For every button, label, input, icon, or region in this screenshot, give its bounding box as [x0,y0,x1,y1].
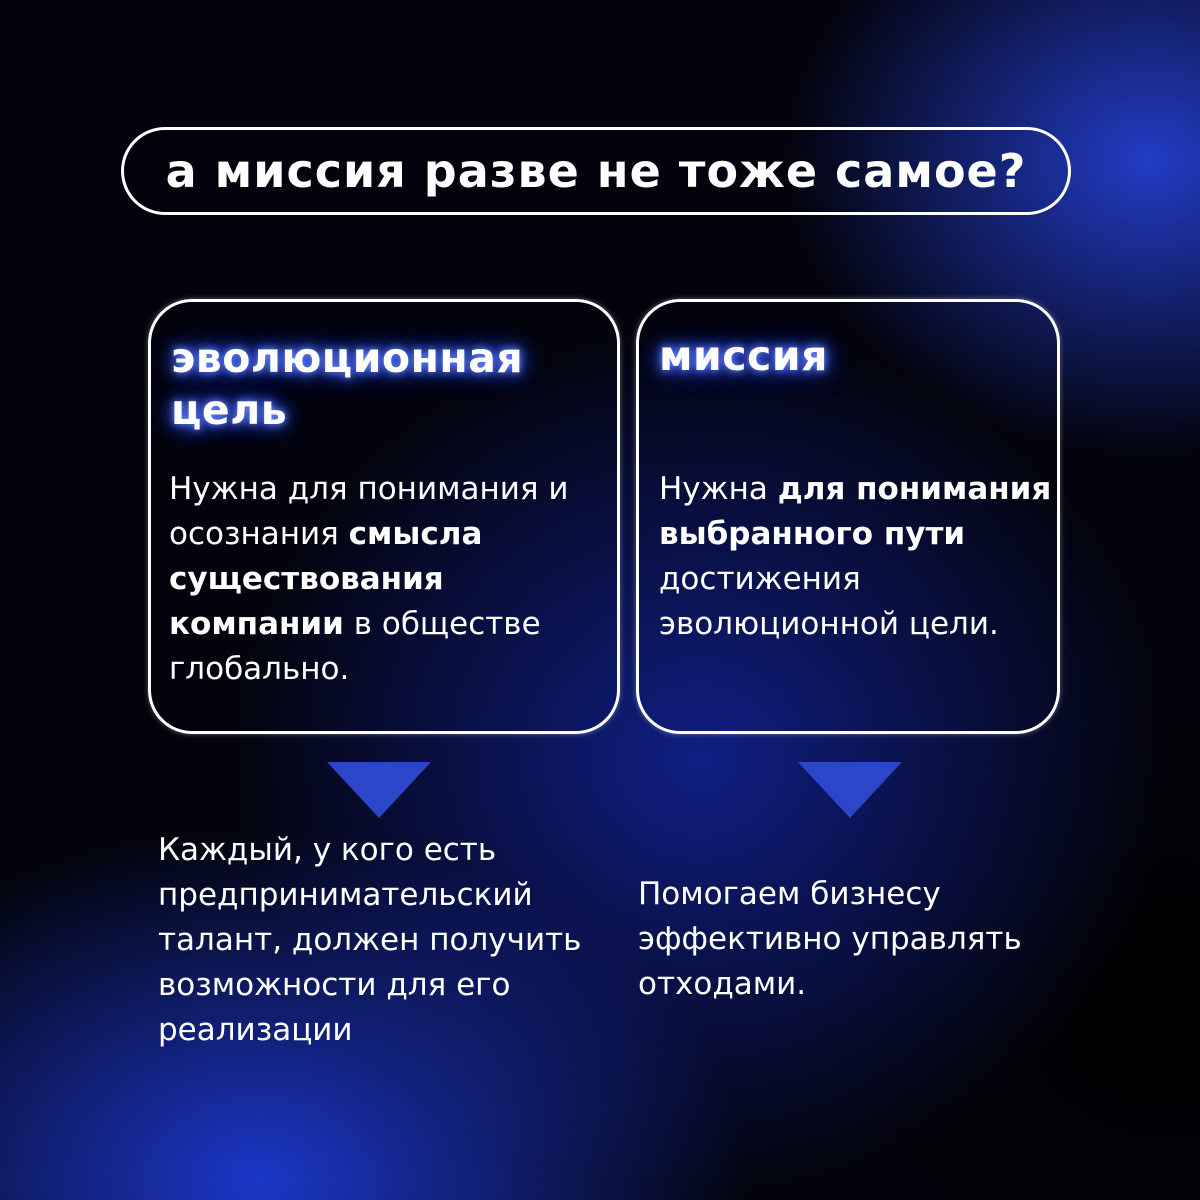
card-body-emphasis: смысла существования компании [169,516,483,642]
example-evolutionary-goal: Каждый, у кого есть предпринимательский талант, должен получить возможности для его реализации [158,832,582,1048]
card-body-text: Нужна для понимания и осознания [169,471,569,552]
arrow-down-icon [327,762,431,818]
arrow-down-icon [798,762,902,818]
card-body-text: в обществе глобально. [169,606,541,687]
arrow-down-shape [798,762,902,818]
card-heading-mission: миссия [659,332,828,380]
card-body-emphasis: для понимания выбранного пути [659,471,1052,552]
card-mission [636,299,1060,734]
card-body-text: Нужна [659,471,778,507]
title-banner [121,127,1071,215]
arrow-down-shape [327,762,431,818]
card-body-mission [659,467,1057,647]
card-body-evolutionary-goal [169,467,607,692]
card-body-text: достижения эволюционной цели. [659,561,999,642]
card-evolutionary-goal [148,299,620,734]
card-heading-evolutionary-goal: эволюционная цель [171,334,524,434]
example-mission: Помогаем бизнесу эффективно управлять отходами. [638,876,1022,1002]
page-title: а миссия разве не тоже самое? [165,144,1027,198]
